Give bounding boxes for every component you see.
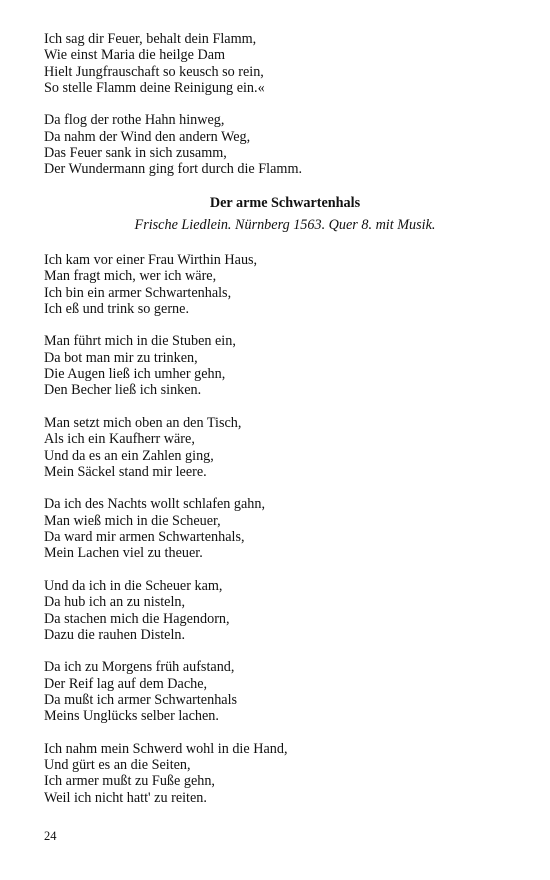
verse-line: Da bot man mir zu trinken, (44, 349, 198, 366)
verse-line: Das Feuer sank in sich zusamm, (44, 145, 227, 162)
page-body (44, 31, 514, 822)
verse-line: Man setzt mich oben an den Tisch, (44, 414, 242, 431)
poem-body (44, 252, 514, 806)
verse-line: Ich eß und trink so gerne. (44, 300, 189, 317)
verse-line: Meins Unglücks selber lachen. (44, 708, 219, 725)
verse-line: Mein Lachen viel zu theuer. (44, 545, 203, 562)
stanza (44, 741, 514, 806)
poem-previous-ending (44, 31, 514, 178)
page-number: 24 (44, 829, 57, 843)
stanza (44, 415, 514, 480)
verse-line: Wie einst Maria die heilge Dam (44, 47, 226, 64)
verse-line: Man führt mich in die Stuben ein, (44, 333, 236, 350)
poem-source: Frische Liedlein. Nürnberg 1563. Quer 8. mit Musik. (134, 216, 436, 233)
stanza (44, 112, 514, 177)
stanza (44, 252, 514, 317)
verse-line: Als ich ein Kaufherr wäre, (44, 431, 195, 448)
verse-line: Ich kam vor einer Frau Wirthin Haus, (44, 251, 258, 268)
verse-line: Da mußt ich armer Schwartenhals (44, 691, 238, 708)
poem-heading (44, 194, 514, 234)
poem-title: Der arme Schwartenhals (209, 194, 361, 211)
verse-line: Da ich des Nachts wollt schlafen gahn, (44, 496, 266, 513)
verse-line: Hielt Jungfrauschaft so keusch so rein, (44, 63, 264, 80)
verse-line: Ich armer mußt zu Fuße gehn, (44, 773, 215, 790)
stanza (44, 31, 514, 96)
stanza (44, 578, 514, 643)
verse-line: Ich sag dir Feuer, behalt dein Flamm, (44, 31, 257, 47)
verse-line: Da ward mir armen Schwartenhals, (44, 529, 245, 546)
stanza (44, 333, 514, 398)
verse-line: Dazu die rauhen Disteln. (44, 626, 186, 643)
verse-line: Da flog der rothe Hahn hinweg, (44, 112, 225, 129)
verse-line: Da ich zu Morgens früh aufstand, (44, 659, 235, 676)
verse-line: Man wieß mich in die Scheuer, (44, 512, 221, 529)
verse-line: Da hub ich an zu nisteln, (44, 594, 186, 611)
verse-line: Und da es an ein Zahlen ging, (44, 447, 214, 464)
verse-line: Da stachen mich die Hagendorn, (44, 610, 230, 627)
verse-line: Ich nahm mein Schwerd wohl in die Hand, (44, 740, 288, 757)
verse-line: Die Augen ließ ich umher gehn, (44, 366, 226, 383)
verse-line: Ich bin ein armer Schwartenhals, (44, 284, 232, 301)
stanza (44, 659, 514, 724)
verse-line: Und da ich in die Scheuer kam, (44, 577, 223, 594)
stanza (44, 496, 514, 561)
verse-line: Da nahm der Wind den andern Weg, (44, 128, 251, 145)
verse-line: Und gürt es an die Seiten, (44, 757, 191, 774)
verse-line: Weil ich nicht hatt' zu reiten. (44, 789, 207, 806)
verse-line: So stelle Flamm deine Reinigung ein.« (44, 79, 265, 96)
verse-line: Mein Säckel stand mir leere. (44, 463, 207, 480)
verse-line: Den Becher ließ ich sinken. (44, 382, 202, 399)
verse-line: Man fragt mich, wer ich wäre, (44, 268, 217, 285)
verse-line: Der Wundermann ging fort durch die Flamm. (44, 161, 303, 178)
verse-line: Der Reif lag auf dem Dache, (44, 675, 208, 692)
